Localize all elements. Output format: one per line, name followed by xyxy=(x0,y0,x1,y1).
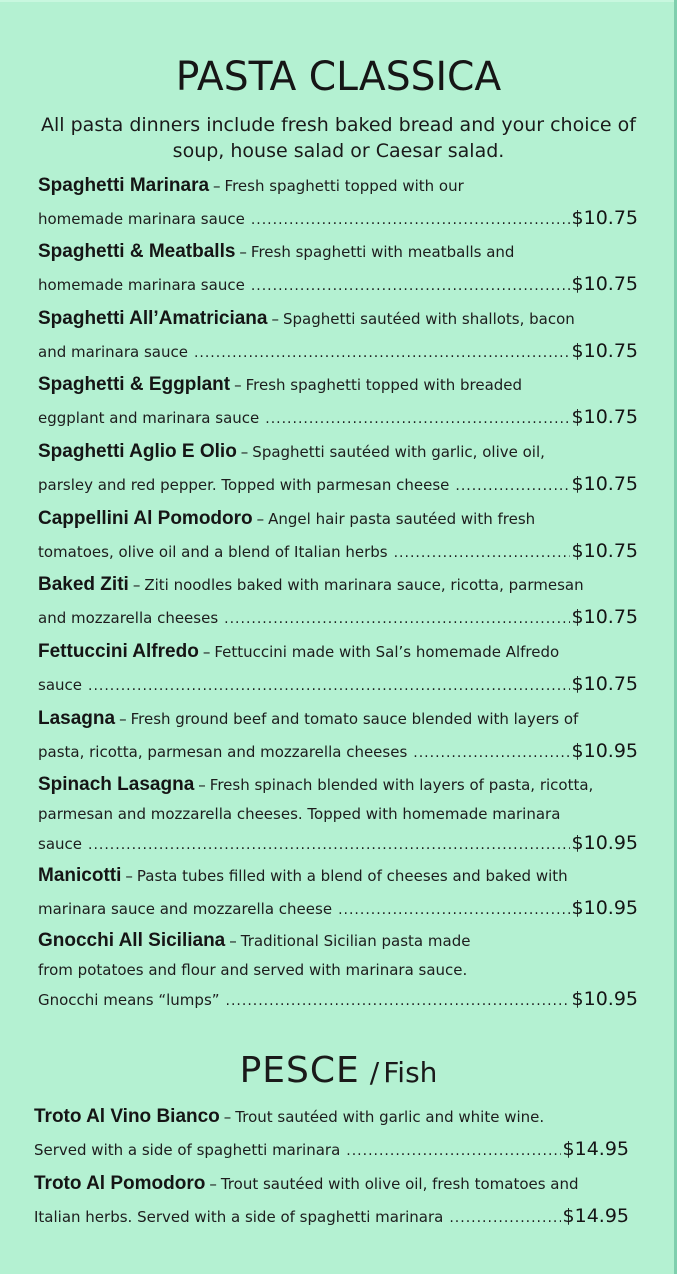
item-desc-line-mid: parmesan and mozzarella cheeses. Topped with homemade marinara xyxy=(38,805,561,823)
menu-item-spaghetti-marinara xyxy=(38,170,638,234)
dot-leader xyxy=(194,337,570,369)
item-name: Spaghetti Aglio E Olio xyxy=(38,441,237,462)
item-desc-line1: Fresh spaghetti with meatballs and xyxy=(250,243,515,261)
item-name: Manicotti xyxy=(38,865,122,886)
item-price: $14.95 xyxy=(562,1205,629,1227)
item-desc-line1: Spaghetti sautéed with garlic, olive oil, xyxy=(252,443,545,461)
item-price: $10.75 xyxy=(571,473,638,495)
dash: – xyxy=(132,576,141,594)
item-desc-line1: Fresh ground beef and tomato sauce blended with layers of xyxy=(130,710,579,728)
menu-item-spaghetti-aglio-olio xyxy=(38,436,638,500)
item-price: $10.75 xyxy=(571,540,638,562)
item-desc-line2: marinara sauce and mozzarella cheese xyxy=(38,900,333,918)
dot-leader xyxy=(265,403,569,435)
item-desc-line1: Pasta tubes filled with a blend of cheeses and baked with xyxy=(136,867,568,885)
menu-item-spinach-lasagna xyxy=(38,769,638,859)
item-name: Spaghetti Marinara xyxy=(38,175,210,196)
menu-item-cappellini-pomodoro xyxy=(38,503,638,567)
item-desc-line1: Spaghetti sautéed with shallots, bacon xyxy=(282,310,575,328)
item-price: $10.95 xyxy=(571,832,638,854)
dot-leader xyxy=(251,204,570,236)
dot-leader xyxy=(413,737,569,769)
item-desc-line1: Trout sautéed with garlic and white wine. xyxy=(235,1108,545,1126)
pesce-title: PESCE xyxy=(239,1050,360,1091)
item-desc-line2: and marinara sauce xyxy=(38,343,188,361)
item-price: $10.75 xyxy=(571,606,638,628)
dash: – xyxy=(256,510,265,528)
dot-leader xyxy=(449,1202,560,1234)
item-desc-line2: eggplant and marinara sauce xyxy=(38,409,260,427)
item-name: Baked Ziti xyxy=(38,574,129,595)
pesce-slash: / xyxy=(369,1056,380,1089)
item-name: Cappellini Al Pomodoro xyxy=(38,508,253,529)
menu-item-manicotti xyxy=(38,860,638,924)
dot-leader xyxy=(394,537,570,569)
item-desc-line2: and mozzarella cheeses xyxy=(38,609,219,627)
dot-leader xyxy=(224,603,569,635)
dash: – xyxy=(213,177,221,195)
item-price: $10.75 xyxy=(571,406,638,428)
dot-leader xyxy=(88,829,570,861)
item-desc-line-mid: from potatoes and flour and served with marinara sauce. xyxy=(38,961,468,979)
item-name: Lasagna xyxy=(38,708,116,729)
pasta-intro-text: All pasta dinners include fresh baked bread and your choice of soup, house salad or Caesar salad. xyxy=(41,114,636,162)
item-price: $10.95 xyxy=(571,897,638,919)
menu-item-baked-ziti xyxy=(38,569,638,633)
dot-leader xyxy=(455,470,569,502)
item-name: Spinach Lasagna xyxy=(38,774,195,795)
dash: – xyxy=(229,932,237,950)
item-desc-line1: Fresh spinach blended with layers of pasta, ricotta, xyxy=(209,776,594,794)
dot-leader xyxy=(346,1135,560,1167)
menu-item-spaghetti-eggplant xyxy=(38,369,638,433)
dash: – xyxy=(198,776,206,794)
dot-leader xyxy=(251,270,570,302)
dash: – xyxy=(239,243,247,261)
item-name: Spaghetti All’Amatriciana xyxy=(38,308,268,329)
dash: – xyxy=(209,1175,217,1193)
dash: – xyxy=(202,643,211,661)
item-desc-line2: Served with a side of spaghetti marinara xyxy=(34,1141,341,1159)
dash: – xyxy=(119,710,127,728)
item-desc-line2: sauce xyxy=(38,676,82,694)
section-title-pasta: PASTA CLASSICA xyxy=(175,54,502,100)
menu-item-spaghetti-meatballs xyxy=(38,236,638,300)
item-desc-line1: Ziti noodles baked with marinara sauce, ricotta, parmesan xyxy=(144,576,584,594)
menu-item-lasagna xyxy=(38,703,638,767)
item-desc-line2: pasta, ricotta, parmesan and mozzarella cheeses xyxy=(38,743,408,761)
item-name: Gnocchi All Siciliana xyxy=(38,930,226,951)
menu-item-troto-vino-bianco xyxy=(34,1101,629,1165)
item-price: $10.95 xyxy=(571,740,638,762)
menu-item-gnocchi-siciliana xyxy=(38,925,638,1015)
item-price: $10.75 xyxy=(571,273,638,295)
item-price: $10.95 xyxy=(571,988,638,1010)
menu-item-spaghetti-amatriciana xyxy=(38,303,638,367)
item-name: Fettuccini Alfredo xyxy=(38,641,199,662)
item-name: Troto Al Pomodoro xyxy=(34,1173,206,1194)
dot-leader xyxy=(338,894,569,926)
item-desc-line1: Fresh spaghetti topped with breaded xyxy=(245,376,523,394)
item-desc-line2: homemade marinara sauce xyxy=(38,210,245,228)
item-price: $10.75 xyxy=(571,673,638,695)
item-desc-line2: homemade marinara sauce xyxy=(38,276,245,294)
item-desc-line2: parsley and red pepper. Topped with parmesan cheese xyxy=(38,476,450,494)
item-name: Spaghetti & Meatballs xyxy=(38,241,236,262)
dash: – xyxy=(223,1108,232,1126)
item-desc-line2: Gnocchi means “lumps” xyxy=(38,991,220,1009)
item-price: $10.75 xyxy=(571,207,638,229)
item-price: $10.75 xyxy=(571,340,638,362)
item-desc-line1: Traditional Sicilian pasta made xyxy=(240,932,471,950)
pesce-subtitle: Fish xyxy=(383,1056,438,1089)
item-price: $14.95 xyxy=(562,1138,629,1160)
item-name: Troto Al Vino Bianco xyxy=(34,1106,220,1127)
dot-leader xyxy=(226,985,570,1017)
item-desc-line1: Trout sautéed with olive oil, fresh tomatoes and xyxy=(220,1175,579,1193)
item-desc-line1: Fettuccini made with Sal’s homemade Alfredo xyxy=(214,643,560,661)
item-name: Spaghetti & Eggplant xyxy=(38,374,231,395)
item-desc-line1: Fresh spaghetti topped with our xyxy=(224,177,464,195)
dash: – xyxy=(271,310,279,328)
dash: – xyxy=(240,443,249,461)
item-desc-line2: Italian herbs. Served with a side of spaghetti marinara xyxy=(34,1208,444,1226)
dot-leader xyxy=(88,670,570,702)
dash: – xyxy=(234,376,242,394)
menu-item-troto-pomodoro xyxy=(34,1168,629,1232)
page-top-edge xyxy=(0,0,677,2)
item-desc-line2: tomatoes, olive oil and a blend of Italian herbs xyxy=(38,543,388,561)
item-desc-line1: Angel hair pasta sautéed with fresh xyxy=(268,510,536,528)
section-title-pesce xyxy=(0,1050,677,1091)
menu-item-fettuccini-alfredo xyxy=(38,636,638,700)
item-desc-line2: sauce xyxy=(38,835,82,853)
dash: – xyxy=(125,867,133,885)
